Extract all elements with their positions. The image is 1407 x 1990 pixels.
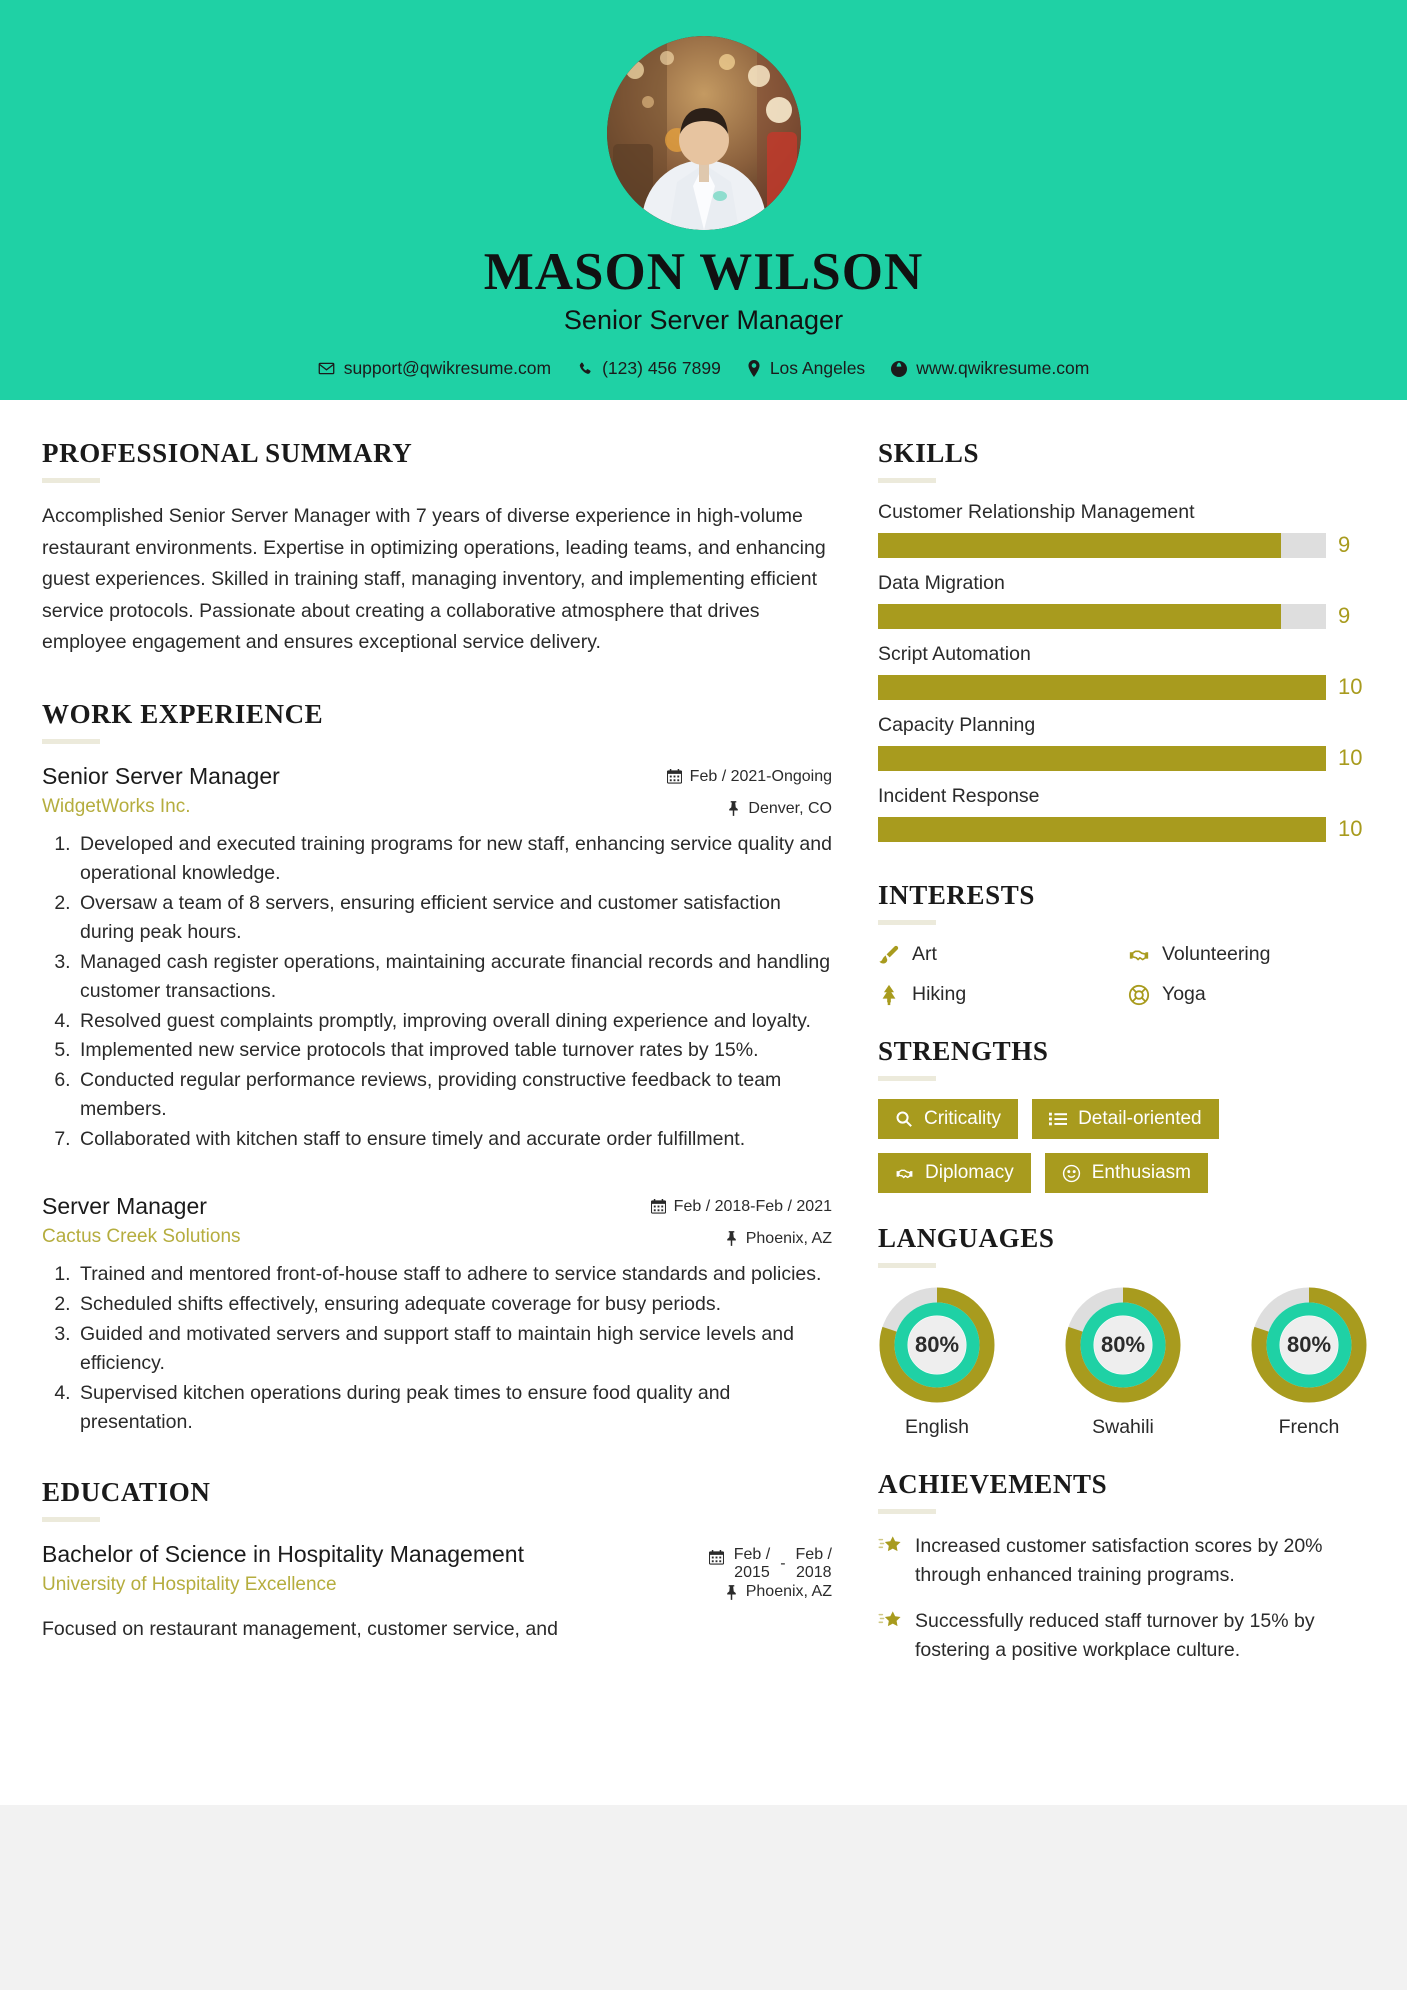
- job-title: Senior Server Manager: [563, 305, 844, 336]
- section-interests: [878, 880, 1368, 1006]
- spacer: [42, 1443, 832, 1477]
- tree-icon: [878, 984, 900, 1006]
- summary-text: Accomplished Senior Server Manager with 7 years of diverse experience in high-volume restaurant environments. Expertise in optimizing operations, leading teams, and enhancing guest experiences. Skilled in training staff, managing inventory, and implementing efficient service protocols. Passionate about creating a collaborative atmosphere that drives employee engagement and ensures exceptional service delivery.: [42, 505, 826, 654]
- language-percent: 80%: [914, 1332, 960, 1357]
- strength-label: Criticality: [924, 1108, 1002, 1129]
- interest-item: [878, 943, 1118, 966]
- spacer: [878, 1012, 1368, 1036]
- interest-item: [1128, 983, 1368, 1006]
- skill-meter: [878, 745, 1368, 771]
- section-strengths: [878, 1036, 1368, 1193]
- skill-value: 9: [1338, 603, 1351, 628]
- education-end-year: 2018: [795, 1564, 832, 1582]
- work-entry-left: [42, 762, 649, 819]
- interest-label: Hiking: [912, 983, 967, 1005]
- paintbrush-icon: [878, 944, 900, 966]
- smiley-icon: [1062, 1164, 1081, 1183]
- skill-label: Capacity Planning: [878, 714, 1036, 736]
- calendar-icon: [651, 1199, 666, 1214]
- education-school: University of Hospitality Excellence: [42, 1574, 337, 1596]
- skill-track: [878, 604, 1326, 629]
- list-item: 3. Guided and motivated servers and support staff to maintain high service levels and efficiency.: [76, 1320, 832, 1378]
- strength-label: Enthusiasm: [1091, 1162, 1191, 1183]
- skill-meter: [878, 603, 1368, 629]
- list-item: 7. Collaborated with kitchen staff to ensure timely and accurate order fulfillment.: [76, 1125, 832, 1154]
- achievement-item: [878, 1532, 1368, 1591]
- education-start-month: Feb /: [733, 1545, 771, 1563]
- section-rule: [42, 1517, 100, 1522]
- skill-fill: [878, 604, 1281, 629]
- page-title: MASON WILSON: [483, 243, 924, 301]
- work-location-text: Phoenix, AZ: [745, 1229, 832, 1247]
- section-heading: WORK EXPERIENCE: [42, 698, 324, 729]
- work-location: [667, 800, 832, 818]
- education-entry-meta: [709, 1540, 832, 1602]
- list-item: 4. Resolved guest complaints promptly, improving overall dining experience and loyalty.: [76, 1007, 832, 1036]
- spacer: [878, 856, 1368, 880]
- strength-chip: [1045, 1153, 1208, 1193]
- skill-fill: [878, 675, 1326, 700]
- language-label: Swahili: [1092, 1416, 1154, 1438]
- achievement-text: Increased customer satisfaction scores by 20% through enhanced training programs.: [915, 1535, 1323, 1587]
- skill-fill: [878, 746, 1326, 771]
- skill-value: 10: [1338, 674, 1363, 699]
- education-date-separator: -: [780, 1555, 786, 1573]
- strength-chip: [878, 1099, 1018, 1139]
- section-languages: [878, 1223, 1368, 1439]
- contact-bar: [318, 358, 1090, 379]
- work-dates-text: Feb / 2018-Feb / 2021: [673, 1197, 832, 1215]
- skill-track: [878, 817, 1326, 842]
- contact-phone[interactable]: [577, 358, 721, 379]
- contact-website[interactable]: [891, 358, 1089, 379]
- language-donut: [1064, 1286, 1182, 1404]
- section-heading: STRENGTHS: [878, 1036, 1049, 1066]
- work-role: Senior Server Manager: [42, 762, 280, 789]
- section-achievements: [878, 1469, 1368, 1665]
- phone-icon: [577, 361, 593, 377]
- section-rule: [42, 478, 100, 483]
- lifebuoy-icon: [1128, 984, 1150, 1006]
- calendar-icon: [709, 1546, 724, 1570]
- star-icon: [878, 1607, 902, 1632]
- handshake-icon: [1128, 944, 1150, 966]
- section-heading: LANGUAGES: [878, 1223, 1055, 1253]
- section-heading: ACHIEVEMENTS: [878, 1469, 1108, 1499]
- contact-location[interactable]: [747, 358, 865, 379]
- language-percent: 80%: [1286, 1332, 1332, 1357]
- contact-phone-text: (123) 456 7899: [602, 358, 721, 379]
- star-icon: [878, 1532, 902, 1557]
- contact-email[interactable]: [318, 358, 551, 379]
- interest-item: [878, 983, 1118, 1006]
- spacer: [878, 1199, 1368, 1223]
- contact-email-text: support@qwikresume.com: [343, 358, 552, 379]
- language-item: [878, 1286, 996, 1439]
- list-item: 1. Trained and mentored front-of-house staff to adhere to service standards and policies.: [76, 1260, 832, 1289]
- globe-icon: [891, 361, 907, 377]
- section-rule: [42, 739, 100, 744]
- skill-meter: [878, 674, 1368, 700]
- resume-header: [0, 0, 1407, 400]
- work-entry-meta: [651, 1192, 832, 1248]
- skill-fill: [878, 817, 1326, 842]
- skill-label: Script Automation: [878, 643, 1031, 665]
- strengths-list: [878, 1099, 1368, 1193]
- work-entry: [42, 762, 832, 1154]
- work-dates-text: Feb / 2021-Ongoing: [689, 767, 832, 785]
- interest-item: [1128, 943, 1368, 966]
- education-description: Focused on restaurant management, customer service, and: [42, 1618, 558, 1641]
- skill-label: Incident Response: [878, 785, 1040, 807]
- interest-label: Volunteering: [1162, 943, 1271, 965]
- work-role: Server Manager: [42, 1192, 207, 1219]
- spacer: [42, 665, 832, 699]
- section-rule: [878, 920, 936, 925]
- education-location: [709, 1583, 832, 1601]
- section-work-experience: [42, 699, 832, 1437]
- work-entry-left: [42, 1192, 633, 1249]
- work-company: Cactus Creek Solutions: [42, 1226, 241, 1248]
- achievement-item: [878, 1607, 1368, 1666]
- education-entry: [42, 1540, 832, 1645]
- list-item: 2. Scheduled shifts effectively, ensuring adequate coverage for busy periods.: [76, 1290, 832, 1319]
- section-skills: [878, 438, 1368, 842]
- list-item: 4. Supervised kitchen operations during peak times to ensure food quality and presentation.: [76, 1379, 832, 1437]
- list-item: 3. Managed cash register operations, maintaining accurate financial records and handling customer transactions.: [76, 948, 832, 1006]
- map-pin-icon: [747, 360, 761, 377]
- work-company: WidgetWorks Inc.: [42, 796, 191, 818]
- interest-label: Art: [912, 943, 937, 965]
- work-bullets: [42, 830, 832, 1153]
- education-date-end: [796, 1546, 832, 1584]
- handshake-icon: [895, 1164, 914, 1183]
- calendar-icon: [667, 769, 682, 784]
- work-dates: [651, 1198, 832, 1216]
- work-entry-head: [42, 762, 832, 819]
- list-item: 6. Conducted regular performance reviews, providing constructive feedback to team members.: [76, 1066, 832, 1124]
- page-background-below: [0, 1805, 1407, 1990]
- skill-track: [878, 746, 1326, 771]
- work-entry-head: [42, 1192, 832, 1249]
- skill-value: 9: [1338, 532, 1351, 557]
- skill-value: 10: [1338, 745, 1363, 770]
- skill-row: [878, 714, 1368, 771]
- contact-website-text: www.qwikresume.com: [916, 358, 1090, 379]
- skill-meter: [878, 816, 1368, 842]
- language-donut: [878, 1286, 996, 1404]
- section-rule: [878, 1076, 936, 1081]
- languages-list: [878, 1286, 1368, 1439]
- language-percent: 80%: [1100, 1332, 1146, 1357]
- resume-body: [0, 400, 1407, 1681]
- contact-location-text: Los Angeles: [769, 358, 866, 379]
- work-entry: [42, 1192, 832, 1437]
- skill-fill: [878, 533, 1281, 558]
- language-label: French: [1278, 1416, 1340, 1438]
- skill-row: [878, 643, 1368, 700]
- skill-label: Customer Relationship Management: [878, 501, 1195, 523]
- education-location-text: Phoenix, AZ: [745, 1583, 832, 1601]
- strength-label: Diplomacy: [925, 1162, 1014, 1183]
- language-item: [1250, 1286, 1368, 1439]
- interest-label: Yoga: [1162, 983, 1206, 1005]
- work-location: [651, 1230, 832, 1248]
- education-dates: [709, 1546, 832, 1584]
- section-education: [42, 1477, 832, 1645]
- section-rule: [878, 1263, 936, 1268]
- section-heading: PROFESSIONAL SUMMARY: [42, 438, 413, 468]
- education-degree: Bachelor of Science in Hospitality Management: [42, 1540, 524, 1567]
- work-location-text: Denver, CO: [748, 799, 832, 817]
- section-rule: [878, 478, 936, 483]
- list-item: 2. Oversaw a team of 8 servers, ensuring efficient service and customer satisfaction during peak hours.: [76, 889, 832, 947]
- list-item: 5. Implemented new service protocols that improved table turnover rates by 15%.: [76, 1036, 832, 1065]
- section-professional-summary: [42, 438, 832, 659]
- left-column: [42, 438, 832, 1651]
- avatar: [607, 36, 801, 230]
- language-donut: [1250, 1286, 1368, 1404]
- language-label: English: [905, 1416, 969, 1438]
- skill-value: 10: [1338, 816, 1363, 841]
- list-icon: [1049, 1110, 1067, 1128]
- skill-row: [878, 501, 1368, 558]
- education-start-year: 2015: [734, 1564, 770, 1582]
- achievement-text: Successfully reduced staff turnover by 15% by fostering a positive workplace culture.: [915, 1609, 1315, 1661]
- envelope-icon: [318, 360, 335, 377]
- education-entry-left: [42, 1540, 691, 1597]
- skill-row: [878, 572, 1368, 629]
- skill-row: [878, 785, 1368, 842]
- pushpin-icon: [725, 1585, 738, 1600]
- section-rule: [878, 1509, 936, 1514]
- skill-track: [878, 533, 1326, 558]
- education-entry-head: [42, 1540, 832, 1602]
- work-entry-meta: [667, 762, 832, 818]
- spacer: [878, 1445, 1368, 1469]
- education-date-start: [734, 1546, 770, 1584]
- strength-label: Detail-oriented: [1078, 1108, 1202, 1129]
- skill-track: [878, 675, 1326, 700]
- education-end-month: Feb /: [795, 1545, 832, 1563]
- pushpin-icon: [725, 1231, 738, 1246]
- spacer: [42, 1158, 832, 1192]
- work-bullets: [42, 1260, 832, 1436]
- strength-chip: [878, 1153, 1031, 1193]
- work-dates: [667, 768, 832, 786]
- interests-grid: [878, 943, 1368, 1006]
- strength-chip: [1032, 1099, 1219, 1139]
- section-heading: SKILLS: [878, 438, 980, 468]
- language-item: [1064, 1286, 1182, 1439]
- section-heading: INTERESTS: [878, 880, 1035, 910]
- skill-label: Data Migration: [878, 572, 1005, 594]
- pushpin-icon: [727, 801, 740, 816]
- magnifier-icon: [895, 1110, 913, 1128]
- right-column: [878, 438, 1368, 1681]
- skill-meter: [878, 532, 1368, 558]
- section-heading: EDUCATION: [42, 1476, 211, 1507]
- list-item: 1. Developed and executed training programs for new staff, enhancing service quality and operational knowledge.: [76, 830, 832, 888]
